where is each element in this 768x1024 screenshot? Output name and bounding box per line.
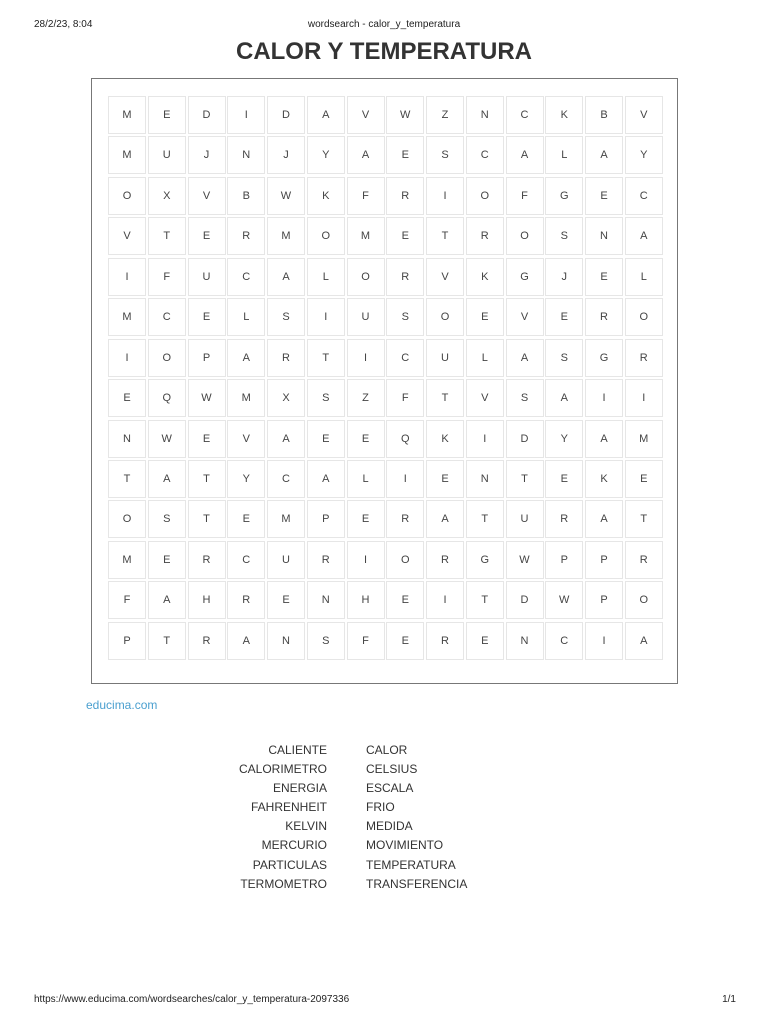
grid-cell: K [426,420,464,458]
grid-cell: E [545,298,583,336]
grid-cell: Z [426,96,464,134]
grid-cell: S [506,379,544,417]
grid-cell: R [625,339,663,377]
grid-cell: T [307,339,345,377]
grid-cell: W [545,581,583,619]
grid-cell: W [148,420,186,458]
grid-cell: N [585,217,623,255]
grid-cell: P [307,500,345,538]
grid-cell: I [347,541,385,579]
grid-cell: S [307,622,345,660]
grid-cell: O [466,177,504,215]
grid-cell: E [148,96,186,134]
grid-cell: I [307,298,345,336]
grid-cell: F [148,258,186,296]
grid-cell: R [188,541,226,579]
grid-cell: P [585,541,623,579]
word-list-item: CALORIMETRO [238,762,327,777]
word-list-item: KELVIN [285,819,327,834]
grid-cell: V [625,96,663,134]
grid-cell: S [426,136,464,174]
grid-cell: T [148,217,186,255]
grid-cell: A [625,217,663,255]
grid-cell: N [108,420,146,458]
grid-cell: G [466,541,504,579]
grid-cell: I [466,420,504,458]
grid-cell: A [426,500,464,538]
grid-cell: R [426,622,464,660]
grid-cell: E [386,136,424,174]
word-list-right [366,743,467,896]
grid-cell: O [386,541,424,579]
grid-cell: O [307,217,345,255]
grid-cell: A [545,379,583,417]
grid-cell: I [227,96,265,134]
grid-cell: R [227,217,265,255]
grid-cell: T [625,500,663,538]
grid-cell: W [506,541,544,579]
grid-cell: P [545,541,583,579]
grid-cell: A [585,136,623,174]
print-document-title: wordsearch - calor_y_temperatura [307,19,461,30]
word-list-item: CELSIUS [366,762,418,777]
grid-cell: I [585,622,623,660]
grid-cell: O [426,298,464,336]
grid-cell: C [148,298,186,336]
grid-cell: I [108,339,146,377]
grid-cell: D [267,96,305,134]
grid-cell: E [585,258,623,296]
grid-cell: O [506,217,544,255]
grid-cell: M [108,541,146,579]
grid-cell: Y [307,136,345,174]
grid-cell: T [188,500,226,538]
grid-cell: R [227,581,265,619]
grid-cell: D [506,581,544,619]
word-list-item: FRIO [366,800,395,815]
grid-cell: K [307,177,345,215]
grid-cell: A [148,460,186,498]
grid-cell: J [267,136,305,174]
footer-url: https://www.educima.com/wordsearches/calor_y_temperatura-2097336 [34,994,350,1005]
grid-cell: M [108,96,146,134]
grid-cell: V [188,177,226,215]
grid-cell: G [545,177,583,215]
grid-cell: Y [545,420,583,458]
grid-cell: C [625,177,663,215]
grid-cell: E [386,581,424,619]
grid-cell: L [227,298,265,336]
grid-cell: E [466,622,504,660]
grid-cell: F [386,379,424,417]
grid-cell: K [545,96,583,134]
grid-cell: N [466,96,504,134]
grid-cell: A [267,258,305,296]
grid-cell: N [267,622,305,660]
grid-cell: A [585,500,623,538]
grid-cell: Y [625,136,663,174]
grid-cell: E [386,217,424,255]
grid-cell: T [426,217,464,255]
grid-cell: V [506,298,544,336]
grid-cell: V [426,258,464,296]
grid-cell: C [386,339,424,377]
grid-cell: T [108,460,146,498]
grid-cell: L [307,258,345,296]
grid-cell: A [307,96,345,134]
grid-cell: M [108,136,146,174]
grid-cell: J [545,258,583,296]
grid-cell: I [625,379,663,417]
word-list-item: CALOR [366,743,408,757]
grid-cell: S [267,298,305,336]
word-list-item: TRANSFERENCIA [366,876,468,891]
grid-cell: N [227,136,265,174]
grid-cell: E [347,420,385,458]
grid-cell: R [386,177,424,215]
grid-cell: G [506,258,544,296]
grid-cell: K [585,460,623,498]
grid-cell: O [108,177,146,215]
grid-cell: N [466,460,504,498]
grid-cell: R [267,339,305,377]
grid-cell: R [466,217,504,255]
grid-cell: Q [386,420,424,458]
grid-cell: E [267,581,305,619]
grid-cell: C [267,460,305,498]
grid-cell: I [426,177,464,215]
grid-cell: A [585,420,623,458]
grid-cell: O [108,500,146,538]
grid-cell: U [148,136,186,174]
grid-cell: F [347,177,385,215]
grid-cell: A [227,622,265,660]
grid-cell: E [585,177,623,215]
grid-cell: J [188,136,226,174]
grid-cell: M [108,298,146,336]
grid-cell: R [585,298,623,336]
grid-cell: P [585,581,623,619]
word-list-item: TERMOMETRO [240,876,327,891]
grid-cell: R [188,622,226,660]
grid-cell: Y [227,460,265,498]
grid-cell: T [506,460,544,498]
grid-cell: B [585,96,623,134]
brand-link[interactable]: educima.com [86,698,158,712]
grid-cell: C [545,622,583,660]
page-number: 1/1 [722,994,736,1005]
grid-cell: U [347,298,385,336]
grid-cell: M [347,217,385,255]
grid-cell: T [466,500,504,538]
grid-cell: N [307,581,345,619]
grid-cell: L [347,460,385,498]
grid-cell: E [188,420,226,458]
grid-cell: A [148,581,186,619]
grid-cell: F [347,622,385,660]
grid-cell: B [227,177,265,215]
grid-cell: L [625,258,663,296]
grid-cell: Z [347,379,385,417]
grid-cell: M [267,217,305,255]
grid-cell: R [307,541,345,579]
grid-cell: F [108,581,146,619]
word-list-item: MOVIMIENTO [366,838,444,853]
grid-cell: V [227,420,265,458]
wordsearch-grid [108,96,663,660]
word-list-item: ENERGIA [272,781,327,796]
grid-cell: A [267,420,305,458]
grid-cell: M [267,500,305,538]
grid-cell: E [148,541,186,579]
grid-cell: T [466,581,504,619]
grid-cell: U [506,500,544,538]
grid-cell: F [506,177,544,215]
grid-cell: R [386,500,424,538]
grid-cell: W [267,177,305,215]
grid-cell: C [227,258,265,296]
grid-cell: E [625,460,663,498]
grid-cell: X [267,379,305,417]
grid-cell: A [347,136,385,174]
grid-cell: I [585,379,623,417]
grid-cell: K [466,258,504,296]
grid-cell: U [188,258,226,296]
grid-cell: L [545,136,583,174]
word-list-item: ESCALA [366,781,414,796]
grid-cell: E [466,298,504,336]
grid-cell: D [506,420,544,458]
word-list-item: FAHRENHEIT [250,800,327,815]
grid-cell: R [386,258,424,296]
grid-cell: O [148,339,186,377]
grid-cell: A [227,339,265,377]
grid-cell: E [227,500,265,538]
word-list-item: PARTICULAS [252,857,327,872]
grid-cell: A [625,622,663,660]
grid-cell: O [625,581,663,619]
grid-cell: C [466,136,504,174]
grid-cell: R [426,541,464,579]
grid-cell: S [148,500,186,538]
grid-cell: E [188,217,226,255]
grid-cell: S [545,217,583,255]
grid-cell: W [188,379,226,417]
grid-cell: X [148,177,186,215]
grid-cell: T [188,460,226,498]
grid-cell: O [625,298,663,336]
grid-cell: L [466,339,504,377]
grid-cell: Q [148,379,186,417]
grid-cell: N [506,622,544,660]
grid-cell: E [545,460,583,498]
print-date: 28/2/23, 8:04 [34,19,93,30]
grid-cell: E [426,460,464,498]
grid-cell: V [347,96,385,134]
word-list-item: MERCURIO [261,838,327,853]
grid-cell: E [108,379,146,417]
grid-cell: E [386,622,424,660]
grid-cell: E [347,500,385,538]
grid-cell: S [307,379,345,417]
page-title: CALOR Y TEMPERATURA [235,38,532,65]
grid-cell: R [625,541,663,579]
word-list-item: MEDIDA [366,819,413,834]
grid-cell: S [386,298,424,336]
grid-cell: C [227,541,265,579]
grid-cell: A [307,460,345,498]
grid-cell: G [585,339,623,377]
wordsearch-frame [91,78,678,684]
grid-cell: A [506,136,544,174]
grid-cell: D [188,96,226,134]
grid-cell: P [188,339,226,377]
grid-cell: P [108,622,146,660]
grid-cell: I [108,258,146,296]
grid-cell: C [506,96,544,134]
grid-cell: S [545,339,583,377]
grid-cell: V [108,217,146,255]
grid-cell: M [625,420,663,458]
grid-cell: I [426,581,464,619]
grid-cell: T [148,622,186,660]
grid-cell: E [188,298,226,336]
grid-cell: E [307,420,345,458]
word-list-item: TEMPERATURA [366,857,456,872]
word-list-item: CALIENTE [268,743,327,757]
grid-cell: H [188,581,226,619]
grid-cell: I [386,460,424,498]
grid-cell: O [347,258,385,296]
grid-cell: A [506,339,544,377]
word-list-left [200,743,327,896]
grid-cell: H [347,581,385,619]
grid-cell: I [347,339,385,377]
grid-cell: M [227,379,265,417]
grid-cell: R [545,500,583,538]
grid-cell: U [267,541,305,579]
grid-cell: V [466,379,504,417]
grid-cell: U [426,339,464,377]
grid-cell: W [386,96,424,134]
grid-cell: T [426,379,464,417]
